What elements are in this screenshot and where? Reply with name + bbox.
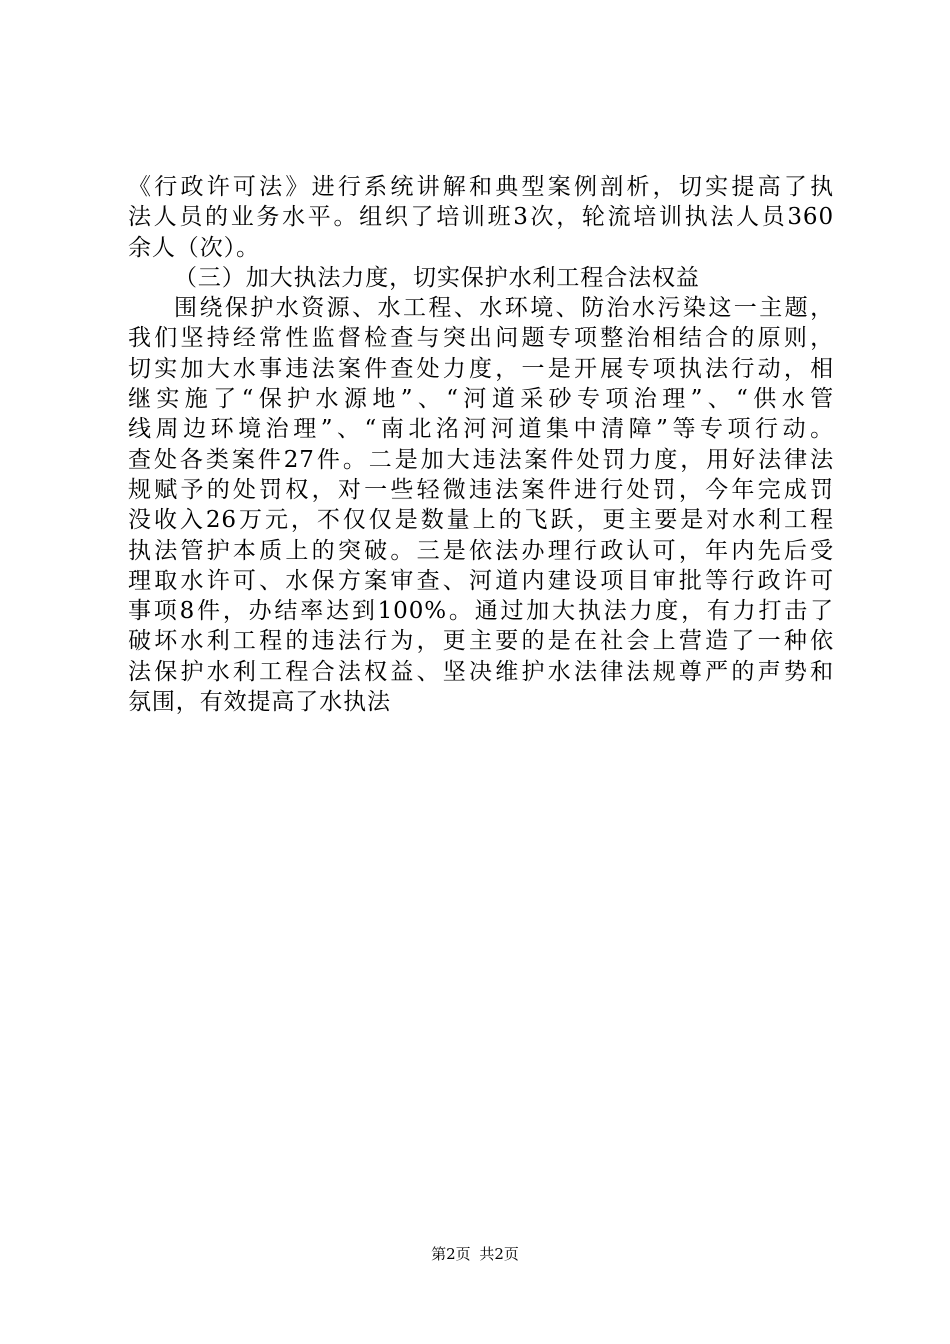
body-line-2: 法人员的业务水平。组织了培训班3次，轮流培训执法人员360 — [128, 204, 834, 231]
section-heading: （三）加大执法力度，切实保护水利工程合法权益 — [174, 264, 700, 291]
body-line-14: 理取水许可、水保方案审查、河道内建设项目审批等行政许可 — [128, 567, 834, 594]
body-line-6: 我们坚持经常性监督检查与突出问题专项整治相结合的原则， — [128, 325, 834, 352]
page-number: 第2页 — [431, 1245, 471, 1263]
page-footer — [0, 1244, 950, 1264]
page-total: 共2页 — [479, 1245, 519, 1263]
body-line-9: 线周边环境治理”、“南北洺河河道集中清障”等专项行动。 — [128, 416, 834, 443]
body-line-7: 切实加大水事违法案件查处力度，一是开展专项执法行动，相 — [128, 355, 834, 382]
body-line-15: 事项8件，办结率达到100%。通过加大执法力度，有力打击了 — [128, 598, 834, 625]
body-line-18: 氛围，有效提高了水执法 — [128, 689, 391, 716]
body-line-3: 余人（次）。 — [128, 234, 260, 261]
body-line-11: 规赋予的处罚权，对一些轻微违法案件进行处罚，今年完成罚 — [128, 476, 834, 503]
body-line-10: 查处各类案件27件。二是加大违法案件处罚力度，用好法律法 — [128, 446, 834, 473]
body-line-12: 没收入26万元，不仅仅是数量上的飞跃，更主要是对水利工程 — [128, 507, 834, 534]
body-line-16: 破坏水利工程的违法行为，更主要的是在社会上营造了一种依 — [128, 628, 834, 655]
document-body — [128, 172, 834, 717]
body-line-5: 围绕保护水资源、水工程、水环境、防治水污染这一主题， — [174, 295, 834, 322]
body-line-13: 执法管护本质上的突破。三是依法办理行政认可，年内先后受 — [128, 537, 834, 564]
body-line-8: 继实施了“保护水源地”、“河道采砂专项治理”、“供水管 — [128, 386, 834, 413]
body-line-1: 《行政许可法》进行系统讲解和典型案例剖析，切实提高了执 — [128, 174, 834, 200]
body-line-17: 法保护水利工程合法权益、坚决维护水法律法规尊严的声势和 — [128, 658, 834, 685]
